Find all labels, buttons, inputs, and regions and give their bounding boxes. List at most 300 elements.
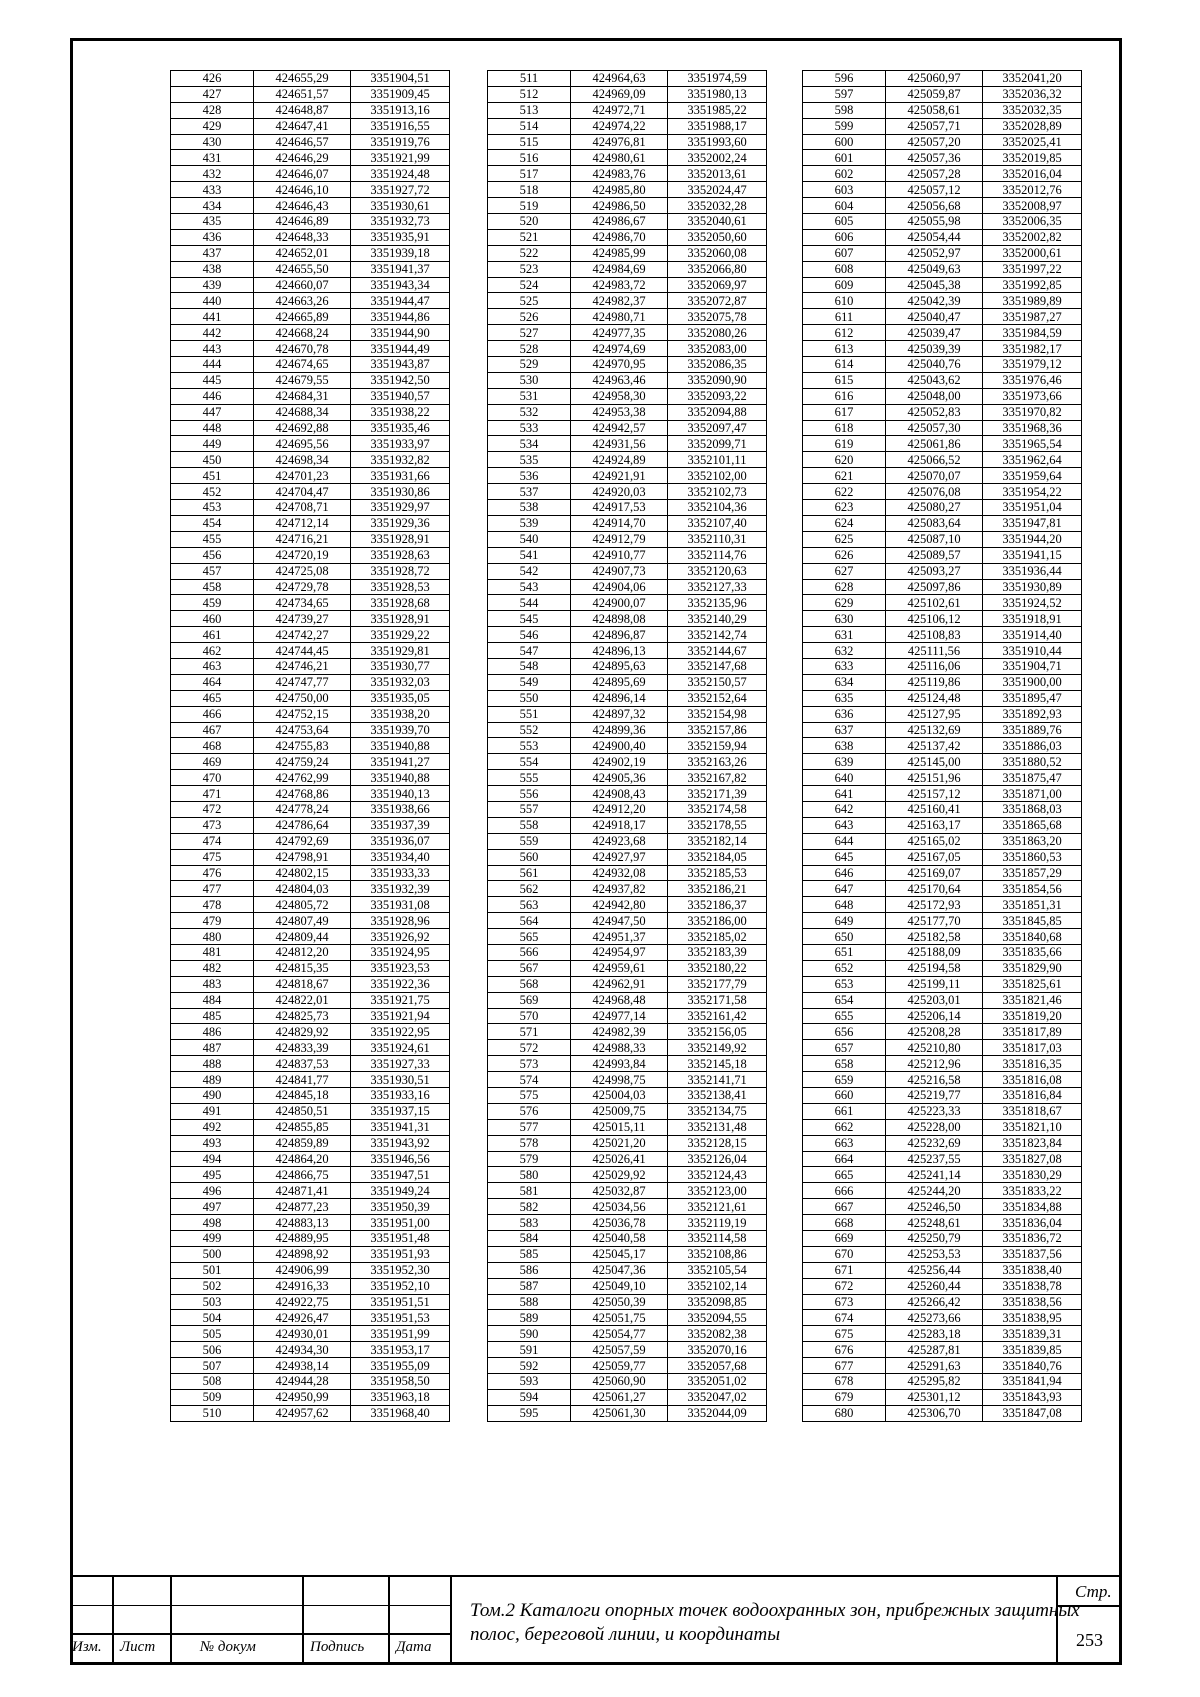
y-coordinate-cell: 3351937,39 [351, 817, 450, 833]
point-number-cell: 500 [171, 1246, 254, 1262]
y-coordinate-cell: 3351962,64 [983, 452, 1082, 468]
table-row [803, 627, 1082, 643]
point-number-cell: 552 [488, 722, 571, 738]
table-row [488, 579, 767, 595]
x-coordinate-cell: 425047,36 [571, 1262, 668, 1278]
x-coordinate-cell: 424914,70 [571, 515, 668, 531]
point-number-cell: 619 [803, 436, 886, 452]
y-coordinate-cell: 3351830,29 [983, 1167, 1082, 1183]
y-coordinate-cell: 3351940,88 [351, 770, 450, 786]
table-row [488, 309, 767, 325]
table-row [171, 563, 450, 579]
point-number-cell: 652 [803, 960, 886, 976]
x-coordinate-cell: 425040,47 [886, 309, 983, 325]
y-coordinate-cell: 3351933,16 [351, 1088, 450, 1104]
y-coordinate-cell: 3352105,54 [668, 1262, 767, 1278]
point-number-cell: 668 [803, 1215, 886, 1231]
point-number-cell: 637 [803, 722, 886, 738]
y-coordinate-cell: 3352131,48 [668, 1119, 767, 1135]
x-coordinate-cell: 424818,67 [254, 976, 351, 992]
point-number-cell: 641 [803, 786, 886, 802]
table-row [803, 738, 1082, 754]
table-row [803, 1326, 1082, 1342]
y-coordinate-cell: 3352182,14 [668, 833, 767, 849]
y-coordinate-cell: 3351838,95 [983, 1310, 1082, 1326]
x-coordinate-cell: 425070,07 [886, 468, 983, 484]
point-number-cell: 448 [171, 420, 254, 436]
x-coordinate-cell: 424898,92 [254, 1246, 351, 1262]
point-number-cell: 642 [803, 801, 886, 817]
point-number-cell: 462 [171, 643, 254, 659]
x-coordinate-cell: 424651,57 [254, 86, 351, 102]
table-row [171, 1278, 450, 1294]
point-number-cell: 632 [803, 643, 886, 659]
x-coordinate-cell: 424988,33 [571, 1040, 668, 1056]
point-number-cell: 486 [171, 1024, 254, 1040]
x-coordinate-cell: 424768,86 [254, 786, 351, 802]
table-row [171, 643, 450, 659]
point-number-cell: 594 [488, 1389, 571, 1405]
table-row [803, 166, 1082, 182]
point-number-cell: 639 [803, 754, 886, 770]
y-coordinate-cell: 3352186,37 [668, 897, 767, 913]
y-coordinate-cell: 3351952,30 [351, 1262, 450, 1278]
y-coordinate-cell: 3352142,74 [668, 627, 767, 643]
y-coordinate-cell: 3351939,18 [351, 245, 450, 261]
x-coordinate-cell: 425124,48 [886, 690, 983, 706]
y-coordinate-cell: 3351928,72 [351, 563, 450, 579]
y-coordinate-cell: 3351932,73 [351, 214, 450, 230]
point-number-cell: 525 [488, 293, 571, 309]
x-coordinate-cell: 425061,86 [886, 436, 983, 452]
y-coordinate-cell: 3351949,24 [351, 1183, 450, 1199]
point-number-cell: 574 [488, 1072, 571, 1088]
x-coordinate-cell: 424647,41 [254, 118, 351, 134]
point-number-cell: 647 [803, 881, 886, 897]
point-number-cell: 550 [488, 690, 571, 706]
y-coordinate-cell: 3351992,85 [983, 277, 1082, 293]
x-coordinate-cell: 425054,44 [886, 229, 983, 245]
y-coordinate-cell: 3351951,04 [983, 500, 1082, 516]
point-number-cell: 608 [803, 261, 886, 277]
x-coordinate-cell: 425039,47 [886, 325, 983, 341]
y-coordinate-cell: 3352174,58 [668, 801, 767, 817]
table-row [488, 293, 767, 309]
y-coordinate-cell: 3351816,35 [983, 1056, 1082, 1072]
y-coordinate-cell: 3351950,39 [351, 1199, 450, 1215]
point-number-cell: 559 [488, 833, 571, 849]
point-number-cell: 505 [171, 1326, 254, 1342]
x-coordinate-cell: 425253,53 [886, 1246, 983, 1262]
point-number-cell: 597 [803, 86, 886, 102]
point-number-cell: 605 [803, 214, 886, 230]
y-coordinate-cell: 3351989,89 [983, 293, 1082, 309]
table-row [803, 770, 1082, 786]
point-number-cell: 537 [488, 484, 571, 500]
table-row [488, 833, 767, 849]
point-number-cell: 653 [803, 976, 886, 992]
point-number-cell: 473 [171, 817, 254, 833]
point-number-cell: 625 [803, 531, 886, 547]
y-coordinate-cell: 3352097,47 [668, 420, 767, 436]
x-coordinate-cell: 424974,22 [571, 118, 668, 134]
x-coordinate-cell: 425089,57 [886, 547, 983, 563]
point-number-cell: 607 [803, 245, 886, 261]
table-row [171, 1072, 450, 1088]
table-row [488, 1246, 767, 1262]
point-number-cell: 577 [488, 1119, 571, 1135]
table-row [488, 1405, 767, 1421]
x-coordinate-cell: 424983,72 [571, 277, 668, 293]
y-coordinate-cell: 3351851,31 [983, 897, 1082, 913]
table-row [803, 643, 1082, 659]
y-coordinate-cell: 3351944,49 [351, 341, 450, 357]
x-coordinate-cell: 425048,00 [886, 388, 983, 404]
point-number-cell: 431 [171, 150, 254, 166]
date-label: Дата [396, 1639, 432, 1655]
y-coordinate-cell: 3351930,89 [983, 579, 1082, 595]
point-number-cell: 635 [803, 690, 886, 706]
y-coordinate-cell: 3351940,88 [351, 738, 450, 754]
x-coordinate-cell: 425132,69 [886, 722, 983, 738]
point-number-cell: 545 [488, 611, 571, 627]
x-coordinate-cell: 424755,83 [254, 738, 351, 754]
x-coordinate-cell: 425029,92 [571, 1167, 668, 1183]
table-row [803, 436, 1082, 452]
table-row [803, 976, 1082, 992]
y-coordinate-cell: 3351843,93 [983, 1389, 1082, 1405]
point-number-cell: 674 [803, 1310, 886, 1326]
y-coordinate-cell: 3352157,86 [668, 722, 767, 738]
coords-table-3 [802, 70, 1082, 1422]
y-coordinate-cell: 3351936,44 [983, 563, 1082, 579]
x-coordinate-cell: 424974,69 [571, 341, 668, 357]
point-number-cell: 591 [488, 1342, 571, 1358]
x-coordinate-cell: 425052,97 [886, 245, 983, 261]
x-coordinate-cell: 424993,84 [571, 1056, 668, 1072]
point-number-cell: 524 [488, 277, 571, 293]
y-coordinate-cell: 3351959,64 [983, 468, 1082, 484]
table-row [171, 833, 450, 849]
x-coordinate-cell: 424674,65 [254, 357, 351, 373]
table-row [171, 1246, 450, 1262]
y-coordinate-cell: 3351993,60 [668, 134, 767, 150]
y-coordinate-cell: 3351836,04 [983, 1215, 1082, 1231]
table-row [803, 1024, 1082, 1040]
point-number-cell: 622 [803, 484, 886, 500]
table-row [803, 1040, 1082, 1056]
y-coordinate-cell: 3351943,34 [351, 277, 450, 293]
x-coordinate-cell: 425059,87 [886, 86, 983, 102]
x-coordinate-cell: 425057,20 [886, 134, 983, 150]
table-row [803, 1342, 1082, 1358]
point-number-cell: 440 [171, 293, 254, 309]
table-row [171, 293, 450, 309]
table-row [803, 1008, 1082, 1024]
y-coordinate-cell: 3352093,22 [668, 388, 767, 404]
x-coordinate-cell: 425208,28 [886, 1024, 983, 1040]
x-coordinate-cell: 425059,77 [571, 1358, 668, 1374]
table-row [171, 897, 450, 913]
x-coordinate-cell: 424916,33 [254, 1278, 351, 1294]
x-coordinate-cell: 424900,07 [571, 595, 668, 611]
table-row [488, 357, 767, 373]
table-row [488, 468, 767, 484]
table-row [803, 706, 1082, 722]
y-coordinate-cell: 3352140,29 [668, 611, 767, 627]
y-coordinate-cell: 3351835,66 [983, 944, 1082, 960]
x-coordinate-cell: 425306,70 [886, 1405, 983, 1421]
point-number-cell: 627 [803, 563, 886, 579]
table-row [488, 1231, 767, 1247]
point-number-cell: 666 [803, 1183, 886, 1199]
x-coordinate-cell: 424905,36 [571, 770, 668, 786]
y-coordinate-cell: 3351875,47 [983, 770, 1082, 786]
table-row [803, 277, 1082, 293]
x-coordinate-cell: 425045,17 [571, 1246, 668, 1262]
table-row [488, 150, 767, 166]
table-row [488, 515, 767, 531]
point-number-cell: 598 [803, 102, 886, 118]
y-coordinate-cell: 3352119,19 [668, 1215, 767, 1231]
table-row [803, 722, 1082, 738]
x-coordinate-cell: 424742,27 [254, 627, 351, 643]
y-coordinate-cell: 3351928,91 [351, 611, 450, 627]
table-row [488, 388, 767, 404]
point-number-cell: 655 [803, 1008, 886, 1024]
x-coordinate-cell: 425049,63 [886, 261, 983, 277]
x-coordinate-cell: 424708,71 [254, 500, 351, 516]
table-row [171, 1103, 450, 1119]
x-coordinate-cell: 425246,50 [886, 1199, 983, 1215]
x-coordinate-cell: 424963,46 [571, 372, 668, 388]
table-row [171, 1183, 450, 1199]
x-coordinate-cell: 425188,09 [886, 944, 983, 960]
point-number-cell: 540 [488, 531, 571, 547]
point-number-cell: 586 [488, 1262, 571, 1278]
table-row [803, 484, 1082, 500]
point-number-cell: 617 [803, 404, 886, 420]
point-number-cell: 601 [803, 150, 886, 166]
point-number-cell: 561 [488, 865, 571, 881]
x-coordinate-cell: 424912,79 [571, 531, 668, 547]
point-number-cell: 553 [488, 738, 571, 754]
x-coordinate-cell: 425102,61 [886, 595, 983, 611]
table-row [488, 1024, 767, 1040]
point-number-cell: 508 [171, 1374, 254, 1390]
table-row [171, 611, 450, 627]
y-coordinate-cell: 3351935,91 [351, 229, 450, 245]
x-coordinate-cell: 424908,43 [571, 786, 668, 802]
table-row [803, 1294, 1082, 1310]
x-coordinate-cell: 424646,43 [254, 198, 351, 214]
table-row [488, 1310, 767, 1326]
y-coordinate-cell: 3351816,84 [983, 1088, 1082, 1104]
x-coordinate-cell: 425145,00 [886, 754, 983, 770]
point-number-cell: 613 [803, 341, 886, 357]
table-row [171, 1231, 450, 1247]
y-coordinate-cell: 3352016,04 [983, 166, 1082, 182]
table-row [488, 643, 767, 659]
table-row [803, 500, 1082, 516]
table-row [803, 960, 1082, 976]
table-row [803, 1405, 1082, 1421]
x-coordinate-cell: 424877,23 [254, 1199, 351, 1215]
x-coordinate-cell: 425040,58 [571, 1231, 668, 1247]
point-number-cell: 570 [488, 1008, 571, 1024]
table-row [803, 1183, 1082, 1199]
y-coordinate-cell: 3352150,57 [668, 674, 767, 690]
table-row [488, 738, 767, 754]
x-coordinate-cell: 424980,71 [571, 309, 668, 325]
table-row [803, 929, 1082, 945]
y-coordinate-cell: 3351919,76 [351, 134, 450, 150]
y-coordinate-cell: 3351928,53 [351, 579, 450, 595]
point-number-cell: 623 [803, 500, 886, 516]
x-coordinate-cell: 424986,67 [571, 214, 668, 230]
table-row [488, 801, 767, 817]
point-number-cell: 620 [803, 452, 886, 468]
table-row [488, 134, 767, 150]
y-coordinate-cell: 3351839,31 [983, 1326, 1082, 1342]
point-number-cell: 556 [488, 786, 571, 802]
y-coordinate-cell: 3352047,02 [668, 1389, 767, 1405]
x-coordinate-cell: 424679,55 [254, 372, 351, 388]
point-number-cell: 447 [171, 404, 254, 420]
table-row [171, 1326, 450, 1342]
point-number-cell: 664 [803, 1151, 886, 1167]
y-coordinate-cell: 3352025,41 [983, 134, 1082, 150]
table-row [171, 500, 450, 516]
table-row [488, 341, 767, 357]
table-row [803, 1374, 1082, 1390]
y-coordinate-cell: 3351940,13 [351, 786, 450, 802]
table-row [488, 1199, 767, 1215]
table-row [171, 754, 450, 770]
point-number-cell: 471 [171, 786, 254, 802]
table-row [171, 690, 450, 706]
table-row [488, 627, 767, 643]
page-number: 253 [1076, 1630, 1103, 1650]
x-coordinate-cell: 425061,30 [571, 1405, 668, 1421]
x-coordinate-cell: 425241,14 [886, 1167, 983, 1183]
point-number-cell: 571 [488, 1024, 571, 1040]
x-coordinate-cell: 424951,37 [571, 929, 668, 945]
x-coordinate-cell: 424804,03 [254, 881, 351, 897]
x-coordinate-cell: 425093,27 [886, 563, 983, 579]
table-row [171, 1135, 450, 1151]
table-row [803, 1310, 1082, 1326]
table-row [171, 484, 450, 500]
y-coordinate-cell: 3351880,52 [983, 754, 1082, 770]
y-coordinate-cell: 3351930,77 [351, 658, 450, 674]
document-title: Том.2 Каталоги опорных точек водоохранных зон, прибрежных защитных полос, береговой линии, и координаты [470, 1600, 1080, 1645]
x-coordinate-cell: 424968,48 [571, 992, 668, 1008]
point-number-cell: 579 [488, 1151, 571, 1167]
point-number-cell: 466 [171, 706, 254, 722]
point-number-cell: 587 [488, 1278, 571, 1294]
x-coordinate-cell: 424962,91 [571, 976, 668, 992]
point-number-cell: 436 [171, 229, 254, 245]
table-row [488, 913, 767, 929]
x-coordinate-cell: 425057,30 [886, 420, 983, 436]
table-row [803, 86, 1082, 102]
table-row [488, 1151, 767, 1167]
table-row [803, 1151, 1082, 1167]
x-coordinate-cell: 424668,24 [254, 325, 351, 341]
point-number-cell: 671 [803, 1262, 886, 1278]
table-row [488, 214, 767, 230]
y-coordinate-cell: 3352032,28 [668, 198, 767, 214]
x-coordinate-cell: 424725,08 [254, 563, 351, 579]
x-coordinate-cell: 424954,97 [571, 944, 668, 960]
x-coordinate-cell: 425203,01 [886, 992, 983, 1008]
point-number-cell: 459 [171, 595, 254, 611]
x-coordinate-cell: 424665,89 [254, 309, 351, 325]
point-number-cell: 595 [488, 1405, 571, 1421]
x-coordinate-cell: 425054,77 [571, 1326, 668, 1342]
y-coordinate-cell: 3351904,51 [351, 71, 450, 87]
y-coordinate-cell: 3351930,51 [351, 1072, 450, 1088]
y-coordinate-cell: 3351930,61 [351, 198, 450, 214]
table-row [803, 1056, 1082, 1072]
x-coordinate-cell: 424977,35 [571, 325, 668, 341]
y-coordinate-cell: 3351932,39 [351, 881, 450, 897]
x-coordinate-cell: 424924,89 [571, 452, 668, 468]
x-coordinate-cell: 424670,78 [254, 341, 351, 357]
table-row [803, 372, 1082, 388]
point-number-cell: 602 [803, 166, 886, 182]
x-coordinate-cell: 424883,13 [254, 1215, 351, 1231]
y-coordinate-cell: 3352156,05 [668, 1024, 767, 1040]
table-row [488, 420, 767, 436]
x-coordinate-cell: 424927,97 [571, 849, 668, 865]
y-coordinate-cell: 3351947,81 [983, 515, 1082, 531]
y-coordinate-cell: 3352184,05 [668, 849, 767, 865]
x-coordinate-cell: 425116,06 [886, 658, 983, 674]
table-row [171, 515, 450, 531]
point-number-cell: 457 [171, 563, 254, 579]
table-row [171, 960, 450, 976]
table-row [488, 325, 767, 341]
table-row [488, 563, 767, 579]
x-coordinate-cell: 424931,56 [571, 436, 668, 452]
x-coordinate-cell: 425232,69 [886, 1135, 983, 1151]
x-coordinate-cell: 424712,14 [254, 515, 351, 531]
table-row [803, 897, 1082, 913]
point-number-cell: 482 [171, 960, 254, 976]
point-number-cell: 435 [171, 214, 254, 230]
y-coordinate-cell: 3351932,82 [351, 452, 450, 468]
y-coordinate-cell: 3351845,85 [983, 913, 1082, 929]
point-number-cell: 562 [488, 881, 571, 897]
table-row [803, 992, 1082, 1008]
point-number-cell: 568 [488, 976, 571, 992]
point-number-cell: 657 [803, 1040, 886, 1056]
point-number-cell: 494 [171, 1151, 254, 1167]
y-coordinate-cell: 3351933,33 [351, 865, 450, 881]
x-coordinate-cell: 425216,58 [886, 1072, 983, 1088]
x-coordinate-cell: 424648,33 [254, 229, 351, 245]
point-number-cell: 450 [171, 452, 254, 468]
point-number-cell: 534 [488, 436, 571, 452]
x-coordinate-cell: 424964,63 [571, 71, 668, 87]
table-row [171, 102, 450, 118]
x-coordinate-cell: 425170,64 [886, 881, 983, 897]
y-coordinate-cell: 3352121,61 [668, 1199, 767, 1215]
point-number-cell: 509 [171, 1389, 254, 1405]
x-coordinate-cell: 424688,34 [254, 404, 351, 420]
